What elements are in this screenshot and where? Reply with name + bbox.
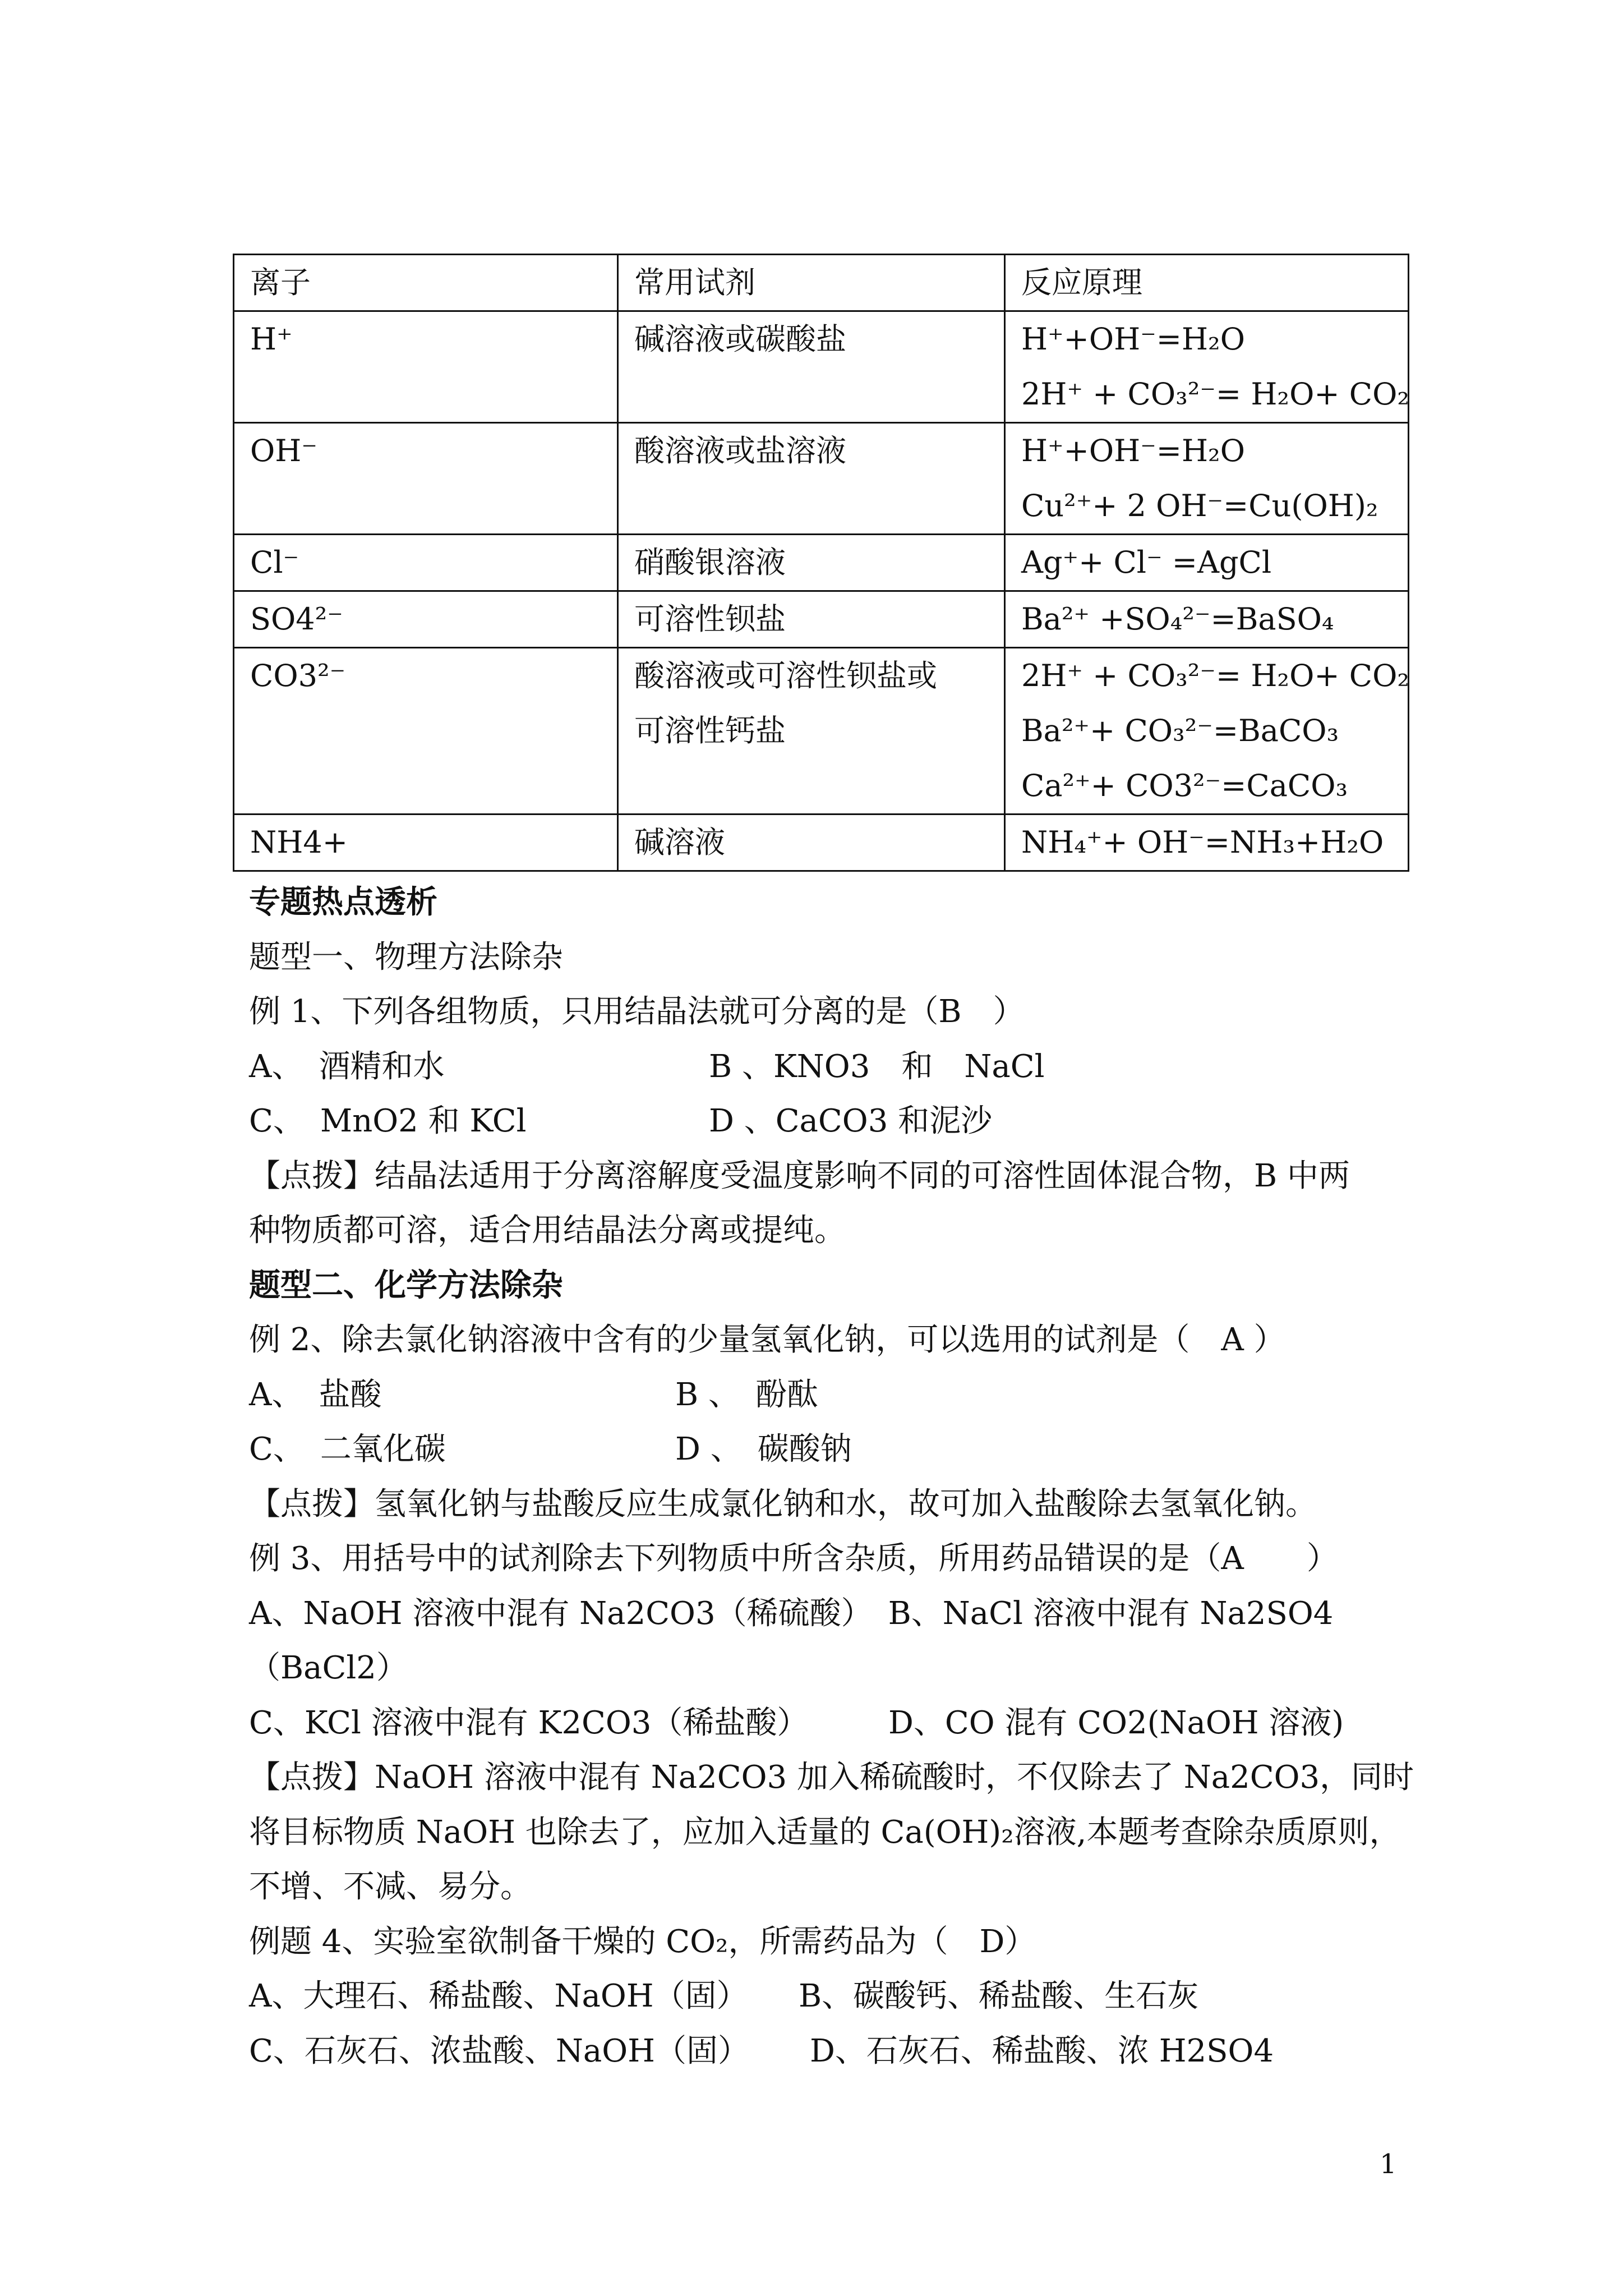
reaction-cell: NH₄⁺+ OH⁻=NH₃+H₂O [1005,815,1409,871]
ex2-question: 例 2、除去氯化钠溶液中含有的少量氢氧化钠，可以选用的试剂是（ A ） [249,1322,1285,1358]
reagent-cell: 可溶性钡盐 [618,591,1005,648]
ex1-options-cd [249,1094,1415,1149]
reagent-cell: 碱溶液或碳酸盐 [618,311,1005,423]
ex2-option-b: B 、 酚酞 [675,1376,818,1413]
reaction-cell: 2H⁺ + CO₃²⁻= H₂O+ CO₂ Ba²⁺+ CO₃²⁻=BaCO₃ Ca²⁺+ CO3²⁻=CaCO₃ [1005,648,1409,815]
ex3-hint-line1: 【点拨】NaOH 溶液中混有 Na2CO3 加入稀硫酸时，不仅除去了 Na2CO3，同时 [249,1759,1414,1796]
ex3-options-cd [249,1696,1415,1751]
ex4-options-ab [249,1969,1415,2024]
table-header-row [234,255,1409,311]
reagent-cell: 碱溶液 [618,815,1005,871]
table-row [234,423,1409,535]
ex1-option-b: B 、KNO3 和 NaCl [709,1048,1045,1085]
ion-cell: CO3²⁻ [234,648,618,815]
table-row [234,311,1409,423]
table-row [234,815,1409,871]
ex2-option-d: D 、 碳酸钠 [675,1431,852,1467]
ex1-question: 例 1、下列各组物质，只用结晶法就可分离的是（B ） [249,993,1025,1030]
document-body [249,875,1415,2078]
ex4-question: 例题 4、实验室欲制备干燥的 CO₂，所需药品为（ D） [249,1923,1036,1960]
ex3-hint-line2: 将目标物质 NaOH 也除去了，应加入适量的 Ca(OH)₂溶液,本题考查除杂质原则， [249,1814,1401,1851]
reagent-cell: 酸溶液或可溶性钡盐或 可溶性钙盐 [618,648,1005,815]
ex4-option-a: A、大理石、稀盐酸、NaOH（固） [249,1978,748,2014]
table-row [234,591,1409,648]
page-number: 1 [1380,2148,1397,2180]
header-reagent: 常用试剂 [618,255,1005,311]
ex2-option-a: A、 盐酸 [249,1376,382,1413]
ex2-hint: 【点拨】氢氧化钠与盐酸反应生成氯化钠和水，故可加入盐酸除去氢氧化钠。 [249,1485,1317,1522]
ion-cell: SO4²⁻ [234,591,618,648]
reaction-cell: Ag⁺+ Cl⁻ =AgCl [1005,535,1409,591]
header-ion: 离子 [234,255,618,311]
header-reaction: 反应原理 [1005,255,1409,311]
ex1-option-a: A、 酒精和水 [249,1048,445,1085]
ex4-options-cd [249,2024,1415,2079]
reaction-cell: H⁺+OH⁻=H₂O 2H⁺ + CO₃²⁻= H₂O+ CO₂ [1005,311,1409,423]
table-row [234,535,1409,591]
ion-cell: Cl⁻ [234,535,618,591]
ex1-hint-line1: 【点拨】结晶法适用于分离溶解度受温度影响不同的可溶性固体混合物，B 中两 [249,1157,1350,1194]
ex2-option-c: C、 二氧化碳 [249,1431,446,1467]
ion-reagent-table [233,254,1409,872]
ex2-options-ab [249,1368,1415,1423]
table-row [234,648,1409,815]
ex1-hint-line2: 种物质都可溶，适合用结晶法分离或提纯。 [249,1212,846,1249]
reaction-cell: H⁺+OH⁻=H₂O Cu²⁺+ 2 OH⁻=Cu(OH)₂ [1005,423,1409,535]
ex3-option-d: D、CO 混有 CO2(NaOH 溶液) [888,1704,1344,1741]
ex3-question: 例 3、用括号中的试剂除去下列物质中所含杂质，所用药品错误的是（A ） [249,1540,1338,1577]
ion-cell: H⁺ [234,311,618,423]
reagent-cell: 硝酸银溶液 [618,535,1005,591]
ex3-options-ab-line2: （BaCl2） [249,1650,408,1686]
ex3-option-c: C、KCl 溶液中混有 K2CO3（稀盐酸） [249,1704,809,1741]
type1-title: 题型一、物理方法除杂 [249,938,563,976]
ex4-option-d: D、石灰石、稀盐酸、浓 H2SO4 [810,2032,1274,2069]
section-title: 专题热点透析 [249,884,437,921]
ex1-option-c: C、 MnO2 和 KCl [249,1103,527,1139]
reagent-cell: 酸溶液或盐溶液 [618,423,1005,535]
ion-cell: OH⁻ [234,423,618,535]
ion-cell: NH4+ [234,815,618,871]
reaction-cell: Ba²⁺ +SO₄²⁻=BaSO₄ [1005,591,1409,648]
ex1-option-d: D 、CaCO3 和泥沙 [709,1103,993,1139]
type2-title: 题型二、化学方法除杂 [249,1266,563,1304]
ex3-hint-line3: 不增、不减、易分。 [249,1869,532,1905]
ex2-options-cd [249,1422,1415,1477]
ex4-option-b: B、碳酸钙、稀盐酸、生石灰 [799,1978,1199,2014]
ex3-options-ab-line1: A、NaOH 溶液中混有 Na2CO3（稀硫酸） B、NaCl 溶液中混有 Na2SO4 [249,1595,1334,1632]
ex4-option-c: C、石灰石、浓盐酸、NaOH（固） [249,2032,749,2069]
ex1-options-ab [249,1039,1415,1094]
